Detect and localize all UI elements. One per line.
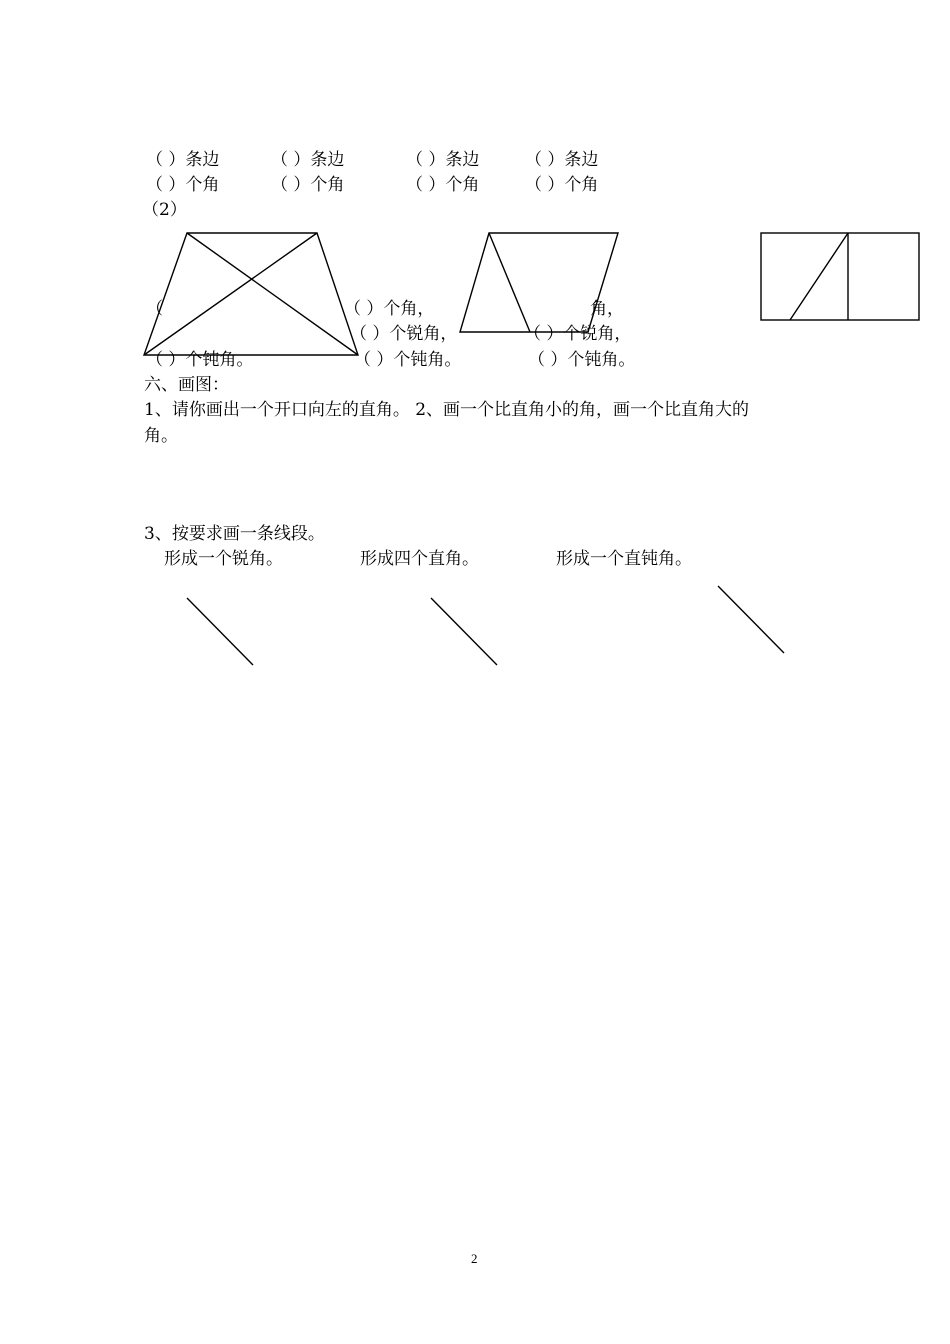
segment-2 xyxy=(431,598,497,665)
sides-blank-4: （ ）条边 xyxy=(525,150,599,170)
sides-blank-1: （ ）条边 xyxy=(146,150,220,170)
answer-col1-line1: （ xyxy=(146,299,163,319)
section6-q2-continued: 角。 xyxy=(144,426,178,446)
sides-blank-3: （ ）条边 xyxy=(406,150,480,170)
segment-1 xyxy=(187,598,253,665)
segment-3 xyxy=(718,586,784,653)
answer-col3-line2: （ ）个锐角， xyxy=(524,324,632,344)
section6-q3: 3、按要求画一条线段。 xyxy=(144,524,325,544)
section6-title: 六、画图： xyxy=(144,375,229,395)
answer-col2-line1: （ ）个角， xyxy=(344,299,435,319)
angles-blank-3: （ ）个角 xyxy=(406,175,480,195)
task-straight-obtuse-angle: 形成一个直钝角。 xyxy=(556,549,692,569)
task-four-right-angles: 形成四个直角。 xyxy=(360,549,479,569)
angles-blank-4: （ ）个角 xyxy=(525,175,599,195)
answer-col3-line1: 角， xyxy=(590,299,624,319)
page-number: 2 xyxy=(471,1251,478,1266)
section6-q1-q2: 1、请你画出一个开口向左的直角。 2、画一个比直角小的角，画一个比直角大的 xyxy=(144,400,750,420)
task-acute-angle: 形成一个锐角。 xyxy=(164,549,283,569)
angles-blank-1: （ ）个角 xyxy=(146,175,220,195)
answer-col2-line3: （ ）个钝角。 xyxy=(354,350,462,370)
answer-col2-line2: （ ）个锐角， xyxy=(350,324,458,344)
sides-blank-2: （ ）条边 xyxy=(271,150,345,170)
answer-col1-line3: （ ）个钝角。 xyxy=(146,350,254,370)
angles-blank-2: （ ）个角 xyxy=(271,175,345,195)
answer-col3-line3: （ ）个钝角。 xyxy=(528,350,636,370)
part2-label: （2） xyxy=(142,200,187,220)
